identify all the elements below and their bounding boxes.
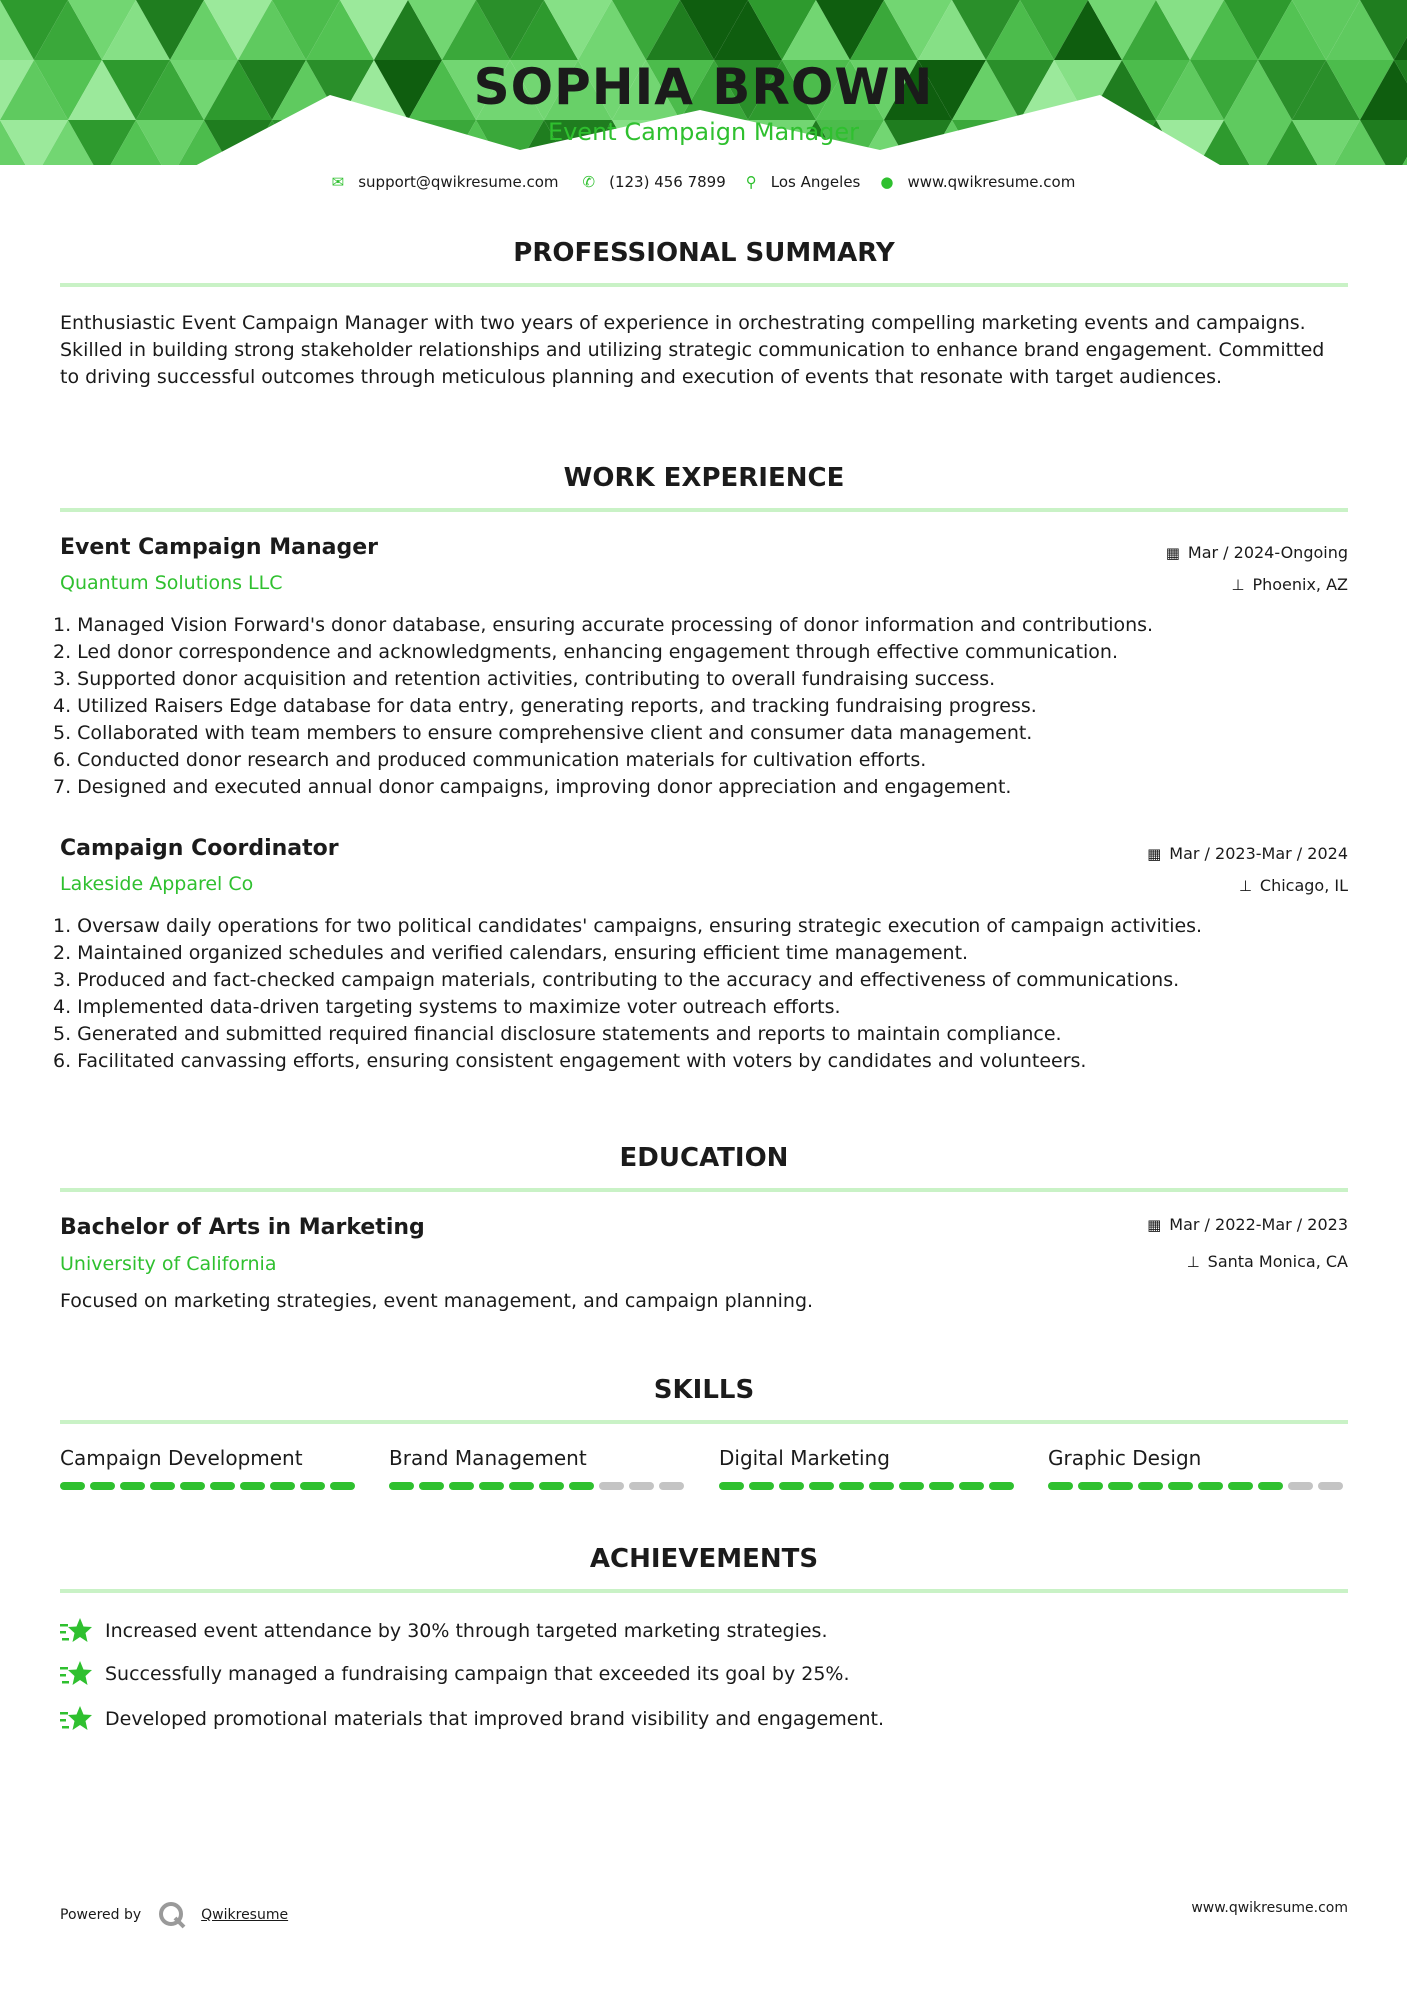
skill-dot-filled bbox=[1168, 1482, 1193, 1490]
skill-dot-filled bbox=[1048, 1482, 1073, 1490]
skill-dot-filled bbox=[959, 1482, 984, 1490]
achievement-item: Successfully managed a fundraising campaign that exceeded its goal by 25%. bbox=[60, 1659, 850, 1689]
list-item: 6. Conducted donor research and produced communication materials for cultivation efforts. bbox=[53, 749, 927, 771]
skill-dot-filled bbox=[509, 1482, 534, 1490]
envelope-icon: ✉ bbox=[331, 173, 345, 191]
skill-label: Digital Marketing bbox=[719, 1446, 890, 1470]
list-item: 1. Oversaw daily operations for two political candidates' campaigns, ensuring strategic execution of campaign activities. bbox=[53, 915, 1203, 937]
skill-dot-filled bbox=[479, 1482, 504, 1490]
job-dates: ▦ Mar / 2023-Mar / 2024 bbox=[1147, 844, 1348, 863]
divider bbox=[60, 1420, 1348, 1424]
contact-bar bbox=[0, 173, 1407, 191]
skill-dot-filled bbox=[779, 1482, 804, 1490]
skill-dot-filled bbox=[899, 1482, 924, 1490]
calendar-icon: ▦ bbox=[1165, 544, 1180, 562]
calendar-icon: ▦ bbox=[1147, 1216, 1162, 1234]
footer-site-link[interactable]: www.qwikresume.com bbox=[1191, 1900, 1348, 1916]
footer-left: Powered by Qwikresume bbox=[60, 1900, 288, 1930]
skill-dot-filled bbox=[1198, 1482, 1223, 1490]
skill-dot-empty bbox=[599, 1482, 624, 1490]
job-duties bbox=[50, 612, 1350, 801]
skill-dot-filled bbox=[90, 1482, 115, 1490]
skill-dot-empty bbox=[659, 1482, 684, 1490]
skill-dot-filled bbox=[809, 1482, 834, 1490]
divider bbox=[60, 1188, 1348, 1192]
skill-dot-filled bbox=[869, 1482, 894, 1490]
skill-item bbox=[1048, 1446, 1348, 1490]
divider bbox=[60, 508, 1348, 512]
skill-dot-empty bbox=[1288, 1482, 1313, 1490]
skill-label: Brand Management bbox=[389, 1446, 587, 1470]
experience-heading: WORK EXPERIENCE bbox=[563, 463, 845, 493]
achievement-item: Developed promotional materials that improved brand visibility and engagement. bbox=[60, 1704, 884, 1734]
skill-dot-empty bbox=[629, 1482, 654, 1490]
summary-text: Enthusiastic Event Campaign Manager with two years of experience in orchestrating compelling marketing events and campaigns. Skilled in building strong stakeholder relationships and utilizing strategic communication to enhance brand engagement. Committed to driving successful outcomes through meticulous planning and execution of events that resonate with target audiences. bbox=[60, 312, 1325, 388]
degree-title: Bachelor of Arts in Marketing bbox=[60, 1215, 425, 1240]
skill-meter bbox=[60, 1482, 360, 1490]
education-location: ⊥ Santa Monica, CA bbox=[1186, 1252, 1348, 1271]
divider bbox=[60, 1589, 1348, 1593]
globe-icon: ● bbox=[880, 173, 894, 191]
contact-location: ⚲ Los Angeles bbox=[745, 173, 861, 191]
job-location: ⊥ Chicago, IL bbox=[1238, 876, 1348, 895]
skill-dot-empty bbox=[1318, 1482, 1343, 1490]
divider bbox=[60, 283, 1348, 287]
skill-item bbox=[719, 1446, 1019, 1490]
skill-dot-filled bbox=[240, 1482, 265, 1490]
job-title: Event Campaign Manager bbox=[60, 535, 379, 560]
skill-meter bbox=[719, 1482, 1019, 1490]
skill-dot-filled bbox=[929, 1482, 954, 1490]
skill-item bbox=[60, 1446, 360, 1490]
skill-dot-filled bbox=[1108, 1482, 1133, 1490]
candidate-role: Event Campaign Manager bbox=[547, 118, 860, 146]
skill-label: Graphic Design bbox=[1048, 1446, 1202, 1470]
job-dates: ▦ Mar / 2024-Ongoing bbox=[1165, 543, 1348, 562]
skill-meter bbox=[389, 1482, 689, 1490]
skill-dot-filled bbox=[389, 1482, 414, 1490]
skill-dot-filled bbox=[989, 1482, 1014, 1490]
skill-dot-filled bbox=[180, 1482, 205, 1490]
calendar-icon: ▦ bbox=[1147, 845, 1162, 863]
job-company: Quantum Solutions LLC bbox=[60, 572, 283, 594]
skill-dot-filled bbox=[120, 1482, 145, 1490]
contact-phone[interactable]: ✆ (123) 456 7899 bbox=[582, 173, 726, 191]
skill-dot-filled bbox=[839, 1482, 864, 1490]
achievements-heading: ACHIEVEMENTS bbox=[589, 1544, 819, 1574]
list-item: 2. Maintained organized schedules and verified calendars, ensuring efficient time management. bbox=[53, 942, 969, 964]
skill-dot-filled bbox=[210, 1482, 235, 1490]
pin-icon: ⊥ bbox=[1231, 576, 1245, 594]
list-item: 7. Designed and executed annual donor campaigns, improving donor appreciation and engagement. bbox=[53, 776, 1012, 798]
list-item: 3. Produced and fact-checked campaign materials, contributing to the accuracy and effectiveness of communications. bbox=[53, 969, 1180, 991]
pin-icon: ⊥ bbox=[1186, 1253, 1200, 1271]
education-text: Focused on marketing strategies, event management, and campaign planning. bbox=[60, 1290, 814, 1312]
education-heading: EDUCATION bbox=[619, 1143, 789, 1173]
list-item: 4. Implemented data-driven targeting systems to maximize voter outreach efforts. bbox=[53, 996, 841, 1018]
skill-dot-filled bbox=[539, 1482, 564, 1490]
skill-dot-filled bbox=[749, 1482, 774, 1490]
skill-dot-filled bbox=[150, 1482, 175, 1490]
summary-heading: PROFESSIONAL SUMMARY bbox=[513, 238, 895, 268]
skill-dot-filled bbox=[300, 1482, 325, 1490]
qwikresume-logo-icon bbox=[157, 1900, 187, 1930]
job-duties bbox=[50, 913, 1350, 1075]
map-pin-icon: ⚲ bbox=[745, 173, 757, 191]
list-item: 6. Facilitated canvassing efforts, ensuring consistent engagement with voters by candidates and volunteers. bbox=[53, 1050, 1087, 1072]
skill-dot-filled bbox=[419, 1482, 444, 1490]
star-icon bbox=[60, 1616, 93, 1646]
skill-dot-filled bbox=[1228, 1482, 1253, 1490]
list-item: 5. Collaborated with team members to ensure comprehensive client and consumer data management. bbox=[53, 722, 1033, 744]
contact-email[interactable]: ✉ support@qwikresume.com bbox=[331, 173, 559, 191]
list-item: 2. Led donor correspondence and acknowledgments, enhancing engagement through effective communication. bbox=[53, 641, 1119, 663]
education-dates: ▦ Mar / 2022-Mar / 2023 bbox=[1147, 1215, 1348, 1234]
skill-dot-filled bbox=[270, 1482, 295, 1490]
skill-dot-filled bbox=[1078, 1482, 1103, 1490]
star-icon bbox=[60, 1704, 93, 1734]
skill-item bbox=[389, 1446, 689, 1490]
pin-icon: ⊥ bbox=[1238, 877, 1252, 895]
list-item: 4. Utilized Raisers Edge database for data entry, generating reports, and tracking fundraising progress. bbox=[53, 695, 1037, 717]
contact-website[interactable]: ● www.qwikresume.com bbox=[880, 173, 1076, 191]
star-icon bbox=[60, 1659, 93, 1689]
phone-icon: ✆ bbox=[582, 173, 596, 191]
list-item: 5. Generated and submitted required financial disclosure statements and reports to maintain compliance. bbox=[53, 1023, 1062, 1045]
job-title: Campaign Coordinator bbox=[60, 836, 339, 861]
skill-meter bbox=[1048, 1482, 1348, 1490]
skill-dot-filled bbox=[60, 1482, 85, 1490]
skill-label: Campaign Development bbox=[60, 1446, 303, 1470]
list-item: 3. Supported donor acquisition and retention activities, contributing to overall fundraising success. bbox=[53, 668, 996, 690]
skill-dot-filled bbox=[1258, 1482, 1283, 1490]
list-item: 1. Managed Vision Forward's donor database, ensuring accurate processing of donor information and contributions. bbox=[53, 614, 1154, 636]
school-name: University of California bbox=[60, 1253, 277, 1275]
job-company: Lakeside Apparel Co bbox=[60, 873, 254, 895]
skills-heading: SKILLS bbox=[653, 1375, 755, 1405]
skill-dot-filled bbox=[330, 1482, 355, 1490]
skill-dot-filled bbox=[569, 1482, 594, 1490]
skill-dot-filled bbox=[719, 1482, 744, 1490]
achievement-item: Increased event attendance by 30% through targeted marketing strategies. bbox=[60, 1616, 827, 1646]
job-location: ⊥ Phoenix, AZ bbox=[1231, 575, 1348, 594]
candidate-name: SOPHIA BROWN bbox=[473, 58, 934, 116]
skill-dot-filled bbox=[1138, 1482, 1163, 1490]
qwikresume-link[interactable]: Qwikresume bbox=[201, 1907, 289, 1923]
skill-dot-filled bbox=[449, 1482, 474, 1490]
